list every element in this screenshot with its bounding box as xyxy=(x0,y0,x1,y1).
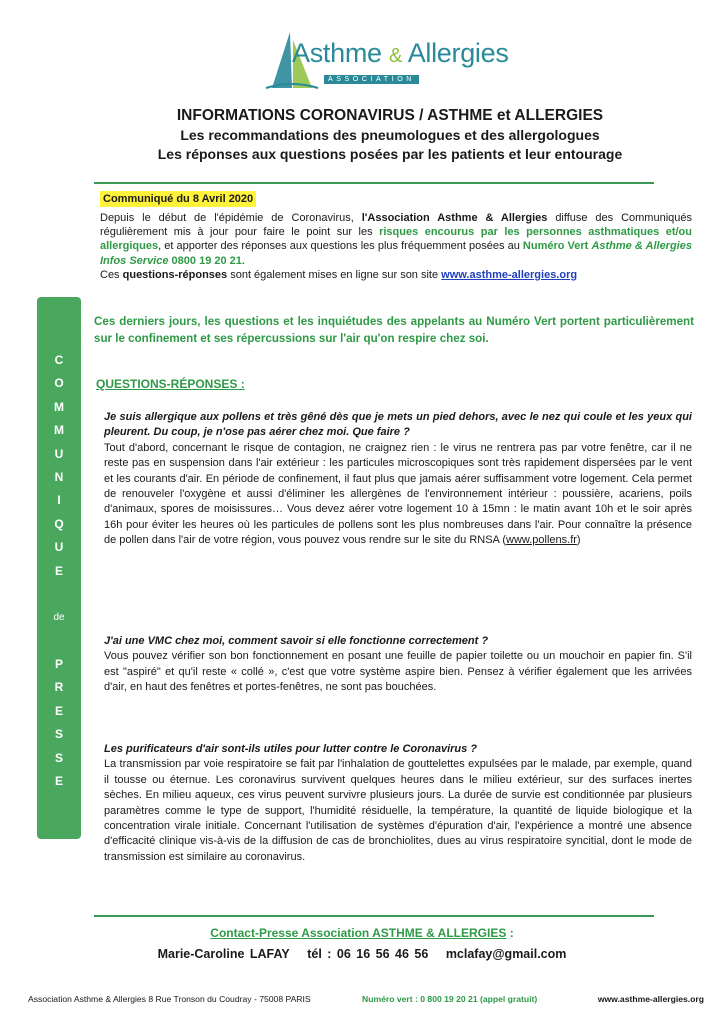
badge-letters xyxy=(37,349,81,793)
badge-letter: de xyxy=(53,612,65,624)
qa-question: J'ai une VMC chez moi, comment savoir si elle fonctionne correctement ? xyxy=(104,635,489,647)
badge-letter: Q xyxy=(54,516,64,531)
intro-text: Depuis le début de l'épidémie de Coronavirus, xyxy=(100,212,362,224)
subtitle-1: Les recommandations des pneumologues et des allergologues xyxy=(180,127,600,143)
intro-phone: 0800 19 20 21 xyxy=(171,254,242,267)
qr-heading-colon: : xyxy=(237,377,245,391)
badge-letter: M xyxy=(54,423,64,438)
badge-letter: U xyxy=(54,446,64,461)
footer-website[interactable]: www.asthme-allergies.org xyxy=(597,994,704,1004)
badge-letter: I xyxy=(57,493,61,508)
communique-de-presse-badge xyxy=(37,297,81,839)
header xyxy=(90,106,690,164)
qa-item xyxy=(104,410,692,549)
intro-text: Ces xyxy=(100,268,123,281)
badge-letter: P xyxy=(54,657,63,672)
qa-item xyxy=(104,742,692,865)
badge-letter: O xyxy=(54,376,64,391)
qa-answer-text: ) xyxy=(576,534,581,547)
intro-service: Asthme & Allergies Infos Service xyxy=(100,240,692,267)
intro-text: . xyxy=(241,254,245,267)
badge-letter: E xyxy=(54,703,63,718)
contact-email[interactable]: mclafay@gmail.com xyxy=(445,947,567,961)
website-link[interactable]: www.asthme-allergies.org xyxy=(441,268,578,281)
subtitle-2: Les réponses aux questions posées par les patients et leur entourage xyxy=(157,146,623,162)
questions-reponses-heading xyxy=(96,377,245,391)
badge-letter: S xyxy=(54,750,63,765)
badge-letter: N xyxy=(54,469,64,484)
qa-answer-text: Tout d'abord, concernant le risque de contagion, ne craignez rien : le virus ne rentrera pas par votre fenêtre, car il ne reste pas en suspension dans l'air extérieur : les particules microscopiques sont très rapidement dispersées par le vent et les courants d'air. En période de confinement, il faut plus que jamais aérer suffisamment votre logement. Cela permet de renouveler l'oxygène et aussi d'éliminer les allergènes de l'environnement intérieur : poussière, acariens, poils d'animaux, spores de moisissures… Vous devez aérer votre logement 10 à 15mn : le matin avant 10h et le soir après 16h pour éviter les heures où les particules de pollens sont les plus nombreuses dans l'air. Pour connaître la présence de pollen dans l'air de votre région, vous pouvez vous rendre sur le site du RNSA ( xyxy=(104,441,692,547)
contact-heading-colon: : xyxy=(506,926,514,940)
intro-text: diffuse des Communiqués régulièrement mis à jour pour faire le point sur les xyxy=(100,212,693,239)
badge-letter xyxy=(37,630,81,653)
intro-text: , et apporter des réponses aux questions les plus fréquemment posées au xyxy=(158,240,523,253)
intro-numero-vert: Numéro Vert xyxy=(522,240,589,253)
qa-question: Je suis allergique aux pollens et très gêné dès que je mets un pied dehors, avec le nez qui coule et les yeux qui pleurent. Du coup, je n'ose pas aérer chez moi. Que faire ? xyxy=(104,411,692,439)
qa-answer: La transmission par voie respiratoire se fait par l'inhalation de gouttelettes expulsées par le malade, par exemple, quand il tousse ou éternue. Les coronavirus survivent quelques heures dans le milieu extérieur, sur des surfaces inertes sèches. En milieu aqueux, ces virus peuvent survivre plusieurs jours. La durée de survie est conditionnée par plusieurs paramètres comme le type de support, l'humidité résiduelle, la température, la quantité de liquide biologique et la concentration virale initiale. Concernant l'utilisation de systèmes d'épuration d'air, l'expérience a montré une absence d'efficacité clinique vis-à-vis de la diffusion de cas de bronchiolites, dues au virus respiratoire syncitial, dont le mode de transmission est similaire au coronavirus. xyxy=(104,758,692,863)
intro-text: sont également mises en ligne sur son site xyxy=(227,268,442,281)
contact-name: Marie-Caroline LAFAY xyxy=(157,947,290,961)
qa-question: Les purificateurs d'air sont-ils utiles pour lutter contre le Coronavirus ? xyxy=(104,743,478,755)
intro-paragraph xyxy=(100,211,692,282)
badge-letter: R xyxy=(54,680,64,695)
contact-heading-text: Contact-Presse Association ASTHME & ALLERGIES xyxy=(210,926,507,940)
intro-risks: risques encourus par les personnes asthmatiques et/ou allergiques xyxy=(100,226,692,253)
pollens-link[interactable]: www.pollens.fr xyxy=(506,534,577,547)
qr-heading-text: QUESTIONS-RÉPONSES xyxy=(96,377,238,391)
logo-wordmark: Asthme & Allergies xyxy=(292,38,509,68)
badge-letter: S xyxy=(54,727,63,742)
badge-letter: M xyxy=(54,399,64,414)
badge-letter xyxy=(37,583,81,606)
badge-letter: E xyxy=(54,774,63,789)
page-title: INFORMATIONS CORONAVIRUS / ASTHME et ALLERGIES xyxy=(176,107,604,124)
highlight-paragraph: Ces derniers jours, les questions et les inquiétudes des appelants au Numéro Vert portent particulièrement sur le confinement et ses répercussions sur l'air qu'on respire chez soi. xyxy=(94,315,694,345)
header-divider xyxy=(94,182,654,184)
intro-qr: questions-réponses xyxy=(122,268,228,281)
footer-address: Association Asthme & Allergies 8 Rue Tronson du Coudray - 75008 PARIS xyxy=(28,994,311,1004)
contact-phone: tél : 06 16 56 46 56 xyxy=(307,947,429,961)
footer-numero-vert: Numéro vert : 0 800 19 20 21 (appel gratuit) xyxy=(362,994,538,1004)
qa-answer xyxy=(104,441,692,549)
date-badge: Communiqué du 8 Avril 2020 xyxy=(100,191,256,207)
badge-letter: E xyxy=(54,563,63,578)
intro-association: l'Association Asthme & Allergies xyxy=(361,212,548,224)
qa-item xyxy=(104,634,692,696)
association-logo xyxy=(262,30,509,92)
logo-association-label: ASSOCIATION xyxy=(324,75,419,84)
footer-divider xyxy=(94,915,654,917)
contact-heading xyxy=(0,926,724,940)
badge-letter: U xyxy=(54,540,64,555)
qa-answer: Vous pouvez vérifier son bon fonctionnement en posant une feuille de papier toilette ou un mouchoir en papier fin. S'il est "aspiré" et qu'il reste « collé », c'est que votre système aspire bien. Pensez à vérifier également que les arrivées d'air, en haut des fenêtres et portes-fenêtres, ne sont pas bouchées. xyxy=(104,650,692,694)
contact-details xyxy=(0,947,724,961)
badge-letter: C xyxy=(54,353,64,367)
